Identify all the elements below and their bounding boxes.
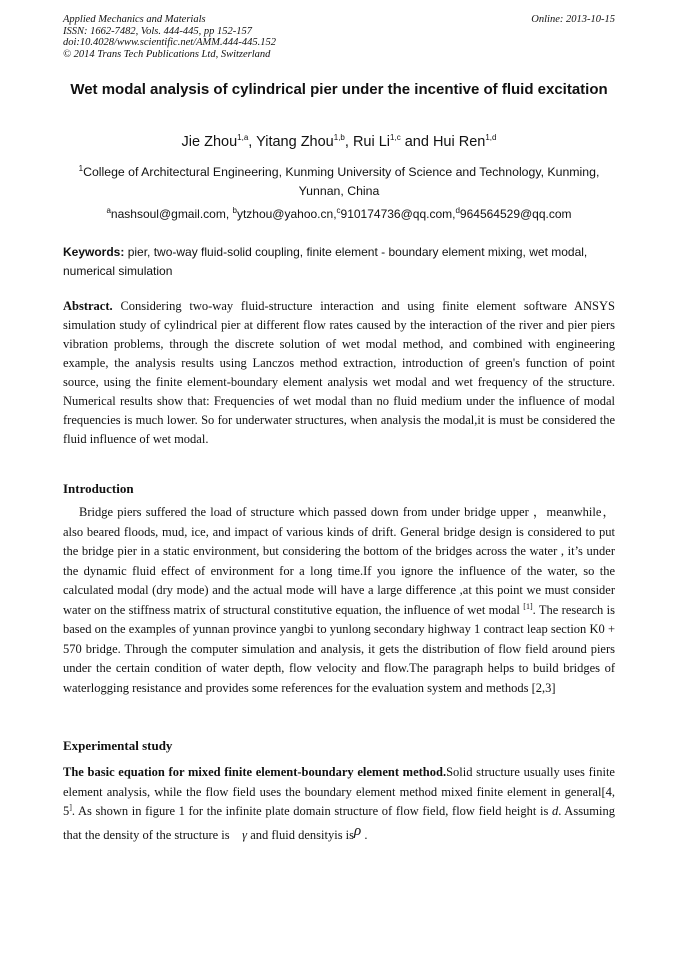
variable-rho: ρ <box>354 822 362 839</box>
experimental-text: Solid structure usually uses finite element analysis, while the flow field uses the boundary element method mixed finite element in general[4, 5 <box>63 765 615 818</box>
author-separator: and <box>400 134 433 150</box>
introduction-text: Bridge piers suffered the load of structure which passed down from under bridge upper ，meanwhile，also beared floods, mud, ice, and impact of various kinds of drift. General bridge design is considered to put the bridge pier in a static environment, but considering the bottom of the bridges across the water , it’s under the dynamic fluid effect of environment for a long time.If you ignore the influence of the water, so the calculated modal (dry mode) and the actual mode will have a large difference ,at this point we must consider water on the stiffness matrix of structural constitutive equation, the influence of wet modal <box>63 505 615 617</box>
variable-d: d <box>551 804 559 818</box>
copyright-line: © 2014 Trans Tech Publications Ltd, Switzerland <box>63 48 271 60</box>
abstract-section <box>63 297 615 449</box>
author-superscript: 1,c <box>390 133 401 143</box>
experimental-text: and fluid densityis is <box>250 827 355 842</box>
abstract-label: Abstract. <box>63 299 113 313</box>
introduction-text-continued: . The research is based on the examples of yunnan province yangbi to yunlong secondary highway 1 contract leap section K0 + 570 bridge. Through the computer simulation and analysis, it gets the distribution of flow field around piers under the certain condition of water depth, flow velocity and flow.The paragraph helps to build bridges of waterlogging resistance and provides some references for the evaluation system and methods [2,3] <box>63 602 616 695</box>
experimental-lead: The basic equation for mixed finite element-boundary element method. <box>63 765 447 779</box>
citation-ref: [1] <box>523 601 533 611</box>
citation-close: ] <box>69 802 72 812</box>
email-address: 964564529@qq.com <box>459 207 572 221</box>
author-name: Rui Li <box>352 134 391 150</box>
experimental-text: . <box>361 827 368 842</box>
journal-name: Applied Mechanics and Materials <box>63 14 206 25</box>
keywords-text: pier, two-way fluid-solid coupling, finite element - boundary element mixing, wet modal, numerical simulation <box>63 245 588 278</box>
variable-gamma: γ <box>242 827 248 842</box>
author-list <box>63 132 615 152</box>
email-superscript: b <box>232 206 237 215</box>
keywords-section <box>63 243 615 281</box>
author-separator: , <box>248 134 257 150</box>
author-separator: , <box>344 134 353 150</box>
email-superscript: c <box>336 206 341 215</box>
email-list <box>63 206 615 222</box>
doi-line: doi:10.4028/www.scientific.net/AMM.444-445.152 <box>63 37 276 48</box>
author-superscript: 1,d <box>485 133 497 143</box>
author-name: Jie Zhou <box>181 134 238 150</box>
experimental-text: . As shown in figure 1 for the infinite plate domain structure of flow field, flow field height is <box>71 804 552 818</box>
keywords-label: Keywords: <box>63 245 125 259</box>
experimental-heading: Experimental study <box>63 738 173 753</box>
introduction-heading: Introduction <box>63 481 134 496</box>
abstract-text: Considering two-way fluid-structure interaction and using finite element software ANSYS simulation study of cylindrical pier at different flow rates caused by the interaction of the river and pier piers vibration problems, through the discrete solution of wet modal method, and combined with engineering example, the analysis results using Lanczos method extraction, introduction of green's function of point source, using the finite element-boundary element analysis wet modal and wet frequency of the structure. Numerical results show that: Frequencies of wet modal than no fluid medium under the influence of modal frequencies is much lower. So for underwater structures, when analysis the modal,it is must be considered the fluid influence of wet modal. <box>63 299 615 446</box>
email-superscript: d <box>455 206 460 215</box>
affiliation-text: College of Architectural Engineering, Kunming University of Science and Technology, Kunming, Yunnan, China <box>83 165 600 198</box>
journal-header <box>63 14 615 60</box>
email-address: nashsoul@gmail.com, <box>110 207 233 221</box>
affiliation <box>63 163 615 201</box>
email-address: 910174736@qq.com, <box>340 207 456 221</box>
email-superscript: a <box>106 206 111 215</box>
author-name: Hui Ren <box>432 134 486 150</box>
online-date: Online: 2013-10-15 <box>531 14 615 25</box>
author-superscript: 1,a <box>237 133 249 143</box>
issn-line: ISSN: 1662-7482, Vols. 444-445, pp 152-157 <box>63 25 252 37</box>
experimental-text: . Assuming that the density of the structure is <box>63 804 616 842</box>
affiliation-superscript: 1 <box>78 163 84 173</box>
email-address: ytzhou@yahoo.cn, <box>236 207 337 221</box>
experimental-paragraph <box>63 763 615 845</box>
author-name: Yitang Zhou <box>256 134 334 150</box>
author-superscript: 1,b <box>333 133 345 143</box>
paper-title: Wet modal analysis of cylindrical pier under the incentive of fluid excitation <box>70 81 608 98</box>
introduction-paragraph <box>63 503 615 698</box>
